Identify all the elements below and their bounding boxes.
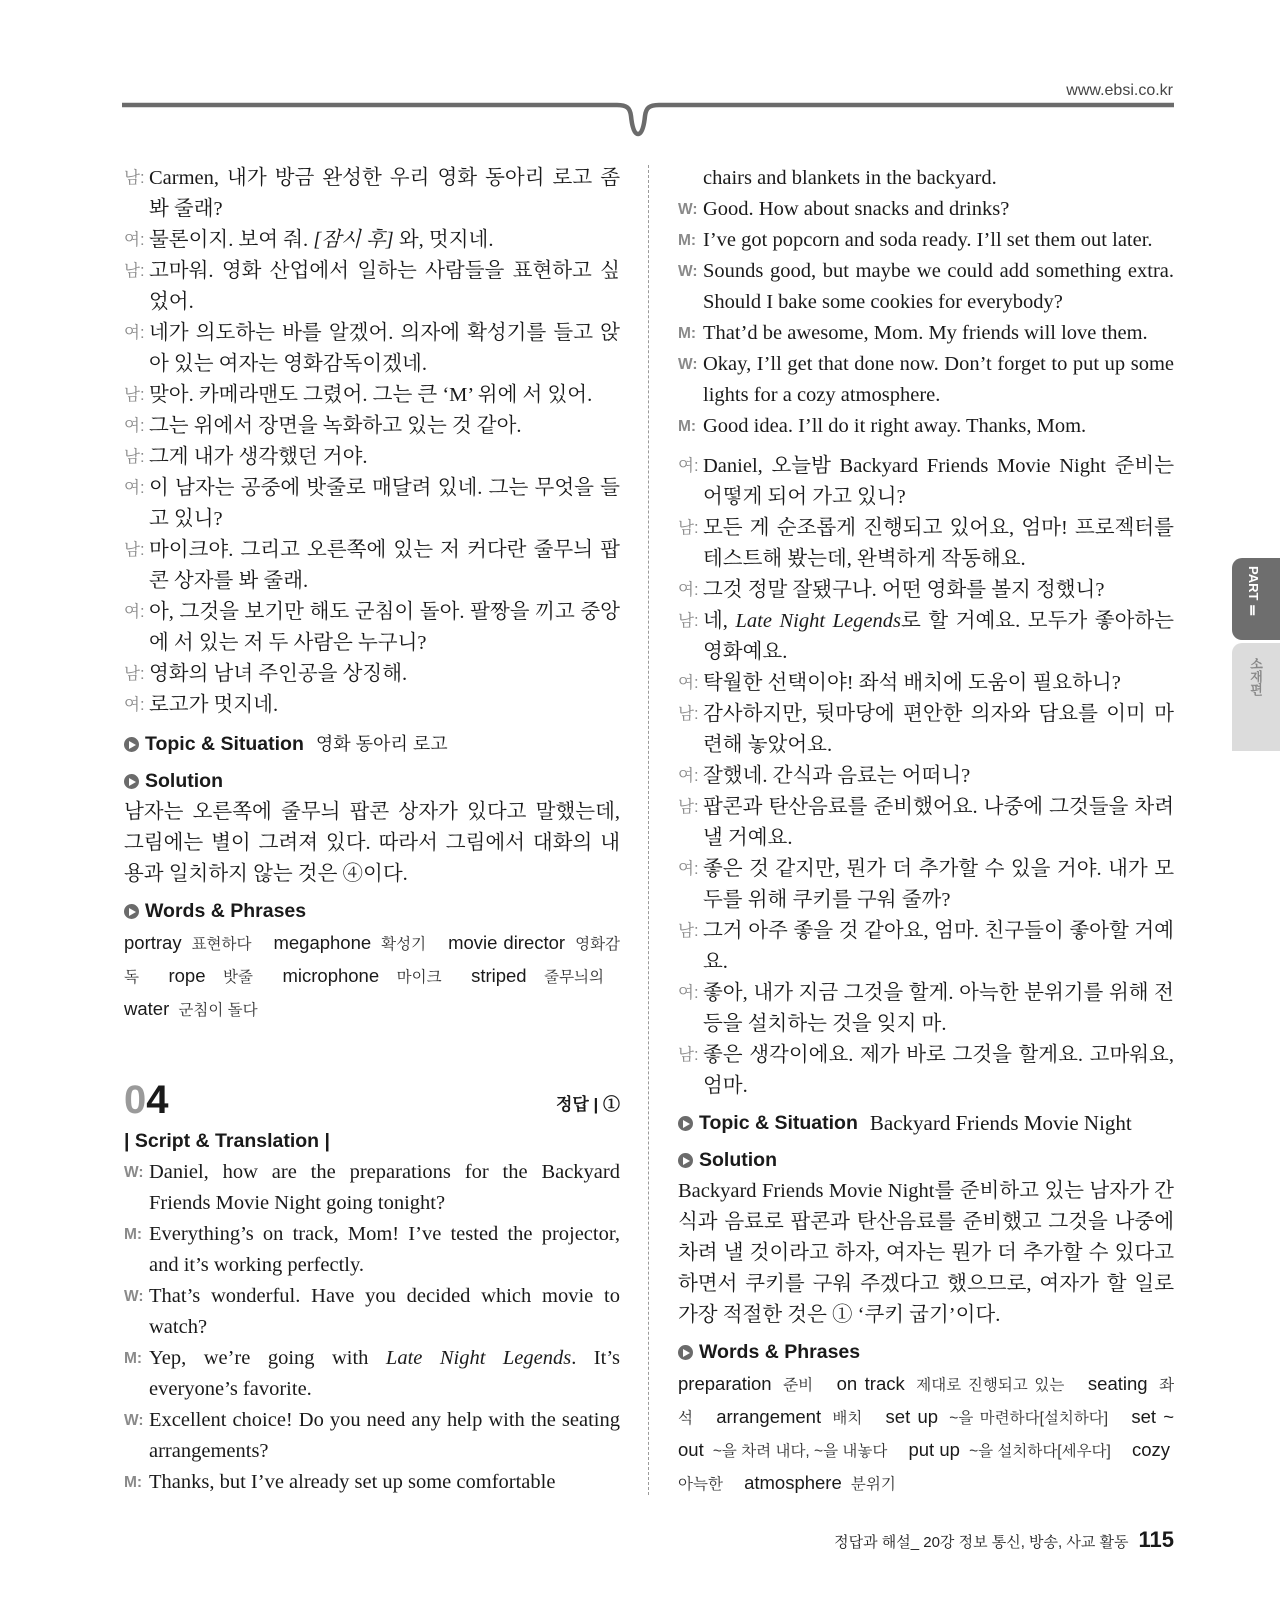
word-term: put up: [908, 1439, 960, 1460]
line-text: [149, 442, 620, 473]
speaker-label: 남:: [124, 448, 145, 466]
text-segment: 맞아. 카메라맨도 그렸어. 그는 큰 ‘M’ 위에 서 있어.: [149, 384, 593, 406]
dialogue-line: [678, 668, 1174, 699]
word-meaning: ~을 마련하다[설치하다]: [949, 1410, 1109, 1427]
dialogue-line: [124, 1219, 620, 1281]
word-term: arrangement: [716, 1406, 822, 1427]
korean-dialogue: [124, 163, 620, 721]
site-url: www.ebsi.co.kr: [1066, 82, 1173, 99]
words-label: Words & Phrases: [145, 900, 307, 922]
word-term: microphone: [282, 965, 380, 986]
word-meaning: 확성기: [381, 936, 427, 953]
side-tab-part[interactable]: [1232, 558, 1280, 640]
line-text: [149, 256, 620, 318]
dialogue-line: [124, 318, 620, 380]
line-text: [149, 1219, 620, 1281]
speaker-label: 여:: [678, 674, 699, 692]
word-meaning: 제대로 진행되고 있는: [916, 1377, 1065, 1394]
text-segment: Everything’s on track, Mom! I’ve tested the projector, and it’s working perfectly.: [149, 1223, 620, 1276]
question-number-prefix: 0: [124, 1078, 147, 1122]
words-list: [678, 1368, 1174, 1500]
dialogue-line: [678, 256, 1174, 318]
dialogue-line: [124, 473, 620, 535]
solution-label: Solution: [699, 1149, 777, 1171]
dialogue-line: [678, 978, 1174, 1040]
line-text: [703, 194, 1174, 225]
italic-title: Late Night Legends: [735, 610, 901, 632]
word-meaning: 표현하다: [191, 936, 252, 953]
text-segment: 네가 의도하는 바를 알겠어. 의자에 확성기를 들고 앉아 있는 여자는 영화감독이겠네.: [149, 322, 620, 375]
speaker-label: 여:: [124, 324, 145, 342]
dialogue-line: [124, 256, 620, 318]
dialogue-line: [678, 854, 1174, 916]
word-meaning: 줄무늬의: [544, 969, 604, 986]
line-text: [149, 659, 620, 690]
dialogue-line: [124, 535, 620, 597]
word-term: set ~ out: [678, 1406, 1175, 1460]
text-segment: 고마워. 영화 산업에서 일하는 사람들을 표현하고 싶었어.: [149, 260, 620, 313]
dialogue-line: [124, 1281, 620, 1343]
line-text: [703, 606, 1174, 668]
word-meaning: 마이크: [396, 969, 442, 986]
word-meaning: 아늑한: [678, 1476, 723, 1493]
dialogue-line: [678, 761, 1174, 792]
topic-heading: [678, 1108, 1174, 1139]
play-bullet-icon: [678, 1345, 693, 1360]
speaker-label: 여:: [124, 603, 145, 621]
speaker-label: 여:: [124, 479, 145, 497]
speaker-label: 여:: [124, 417, 145, 435]
dialogue-line: [124, 380, 620, 411]
speaker-label: 여:: [678, 767, 699, 785]
words-list: [124, 927, 620, 1026]
text-segment: 모든 게 순조롭게 진행되고 있어요, 엄마! 프로젝터를 테스트해 봤는데, 완벽하게 작동해요.: [703, 517, 1174, 570]
topic-value: 영화 동아리 로고: [315, 734, 448, 754]
text-segment: Sounds good, but maybe we could add something extra. Should I bake some cookies for everybody?: [703, 260, 1174, 313]
line-text: [703, 256, 1174, 318]
dialogue-line: [678, 194, 1174, 225]
text-segment: Okay, I’ll get that done now. Don’t forget to put up some lights for a cozy atmosphere.: [703, 353, 1174, 406]
line-text: [703, 978, 1174, 1040]
dialogue-line: [678, 699, 1174, 761]
text-segment: Daniel, how are the preparations for the Backyard Friends Movie Night going tonight?: [149, 1161, 620, 1214]
word-meaning: 밧줄: [223, 969, 253, 986]
line-text: [703, 761, 1174, 792]
speaker-label: W:: [124, 1288, 144, 1305]
dialogue-line: [678, 792, 1174, 854]
side-tab-part-label: PART Ⅱ: [1246, 566, 1261, 620]
line-text: [703, 854, 1174, 916]
line-text: [149, 163, 620, 225]
word-meaning: 배치: [832, 1410, 863, 1427]
dialogue-line: [678, 318, 1174, 349]
text-segment: 물론이지. 보여 줘.: [149, 229, 314, 251]
text-segment: 네,: [703, 610, 736, 632]
play-bullet-icon: [124, 774, 139, 789]
text-segment: 팝콘과 탄산음료를 준비했어요. 나중에 그것들을 차려 낼 거예요.: [703, 796, 1174, 849]
line-text: [149, 225, 620, 256]
speaker-label: 남:: [678, 1046, 699, 1064]
speaker-label: W:: [678, 201, 698, 218]
header-rule: [122, 100, 1174, 142]
line-text: [149, 1281, 620, 1343]
text-segment: 잘했네. 간식과 음료는 어떠니?: [703, 765, 971, 787]
dialogue-line: [678, 513, 1174, 575]
word-term: seating: [1087, 1373, 1148, 1394]
column-divider: [648, 165, 649, 1495]
english-script: [124, 1157, 620, 1498]
topic-label: Topic & Situation: [145, 733, 304, 755]
dialogue-line: [124, 163, 620, 225]
dialogue-line: [678, 1040, 1174, 1102]
dialogue-line: [124, 1157, 620, 1219]
text-segment: 감사하지만, 뒷마당에 편안한 의자와 담요를 이미 마련해 놓았어요.: [703, 703, 1174, 756]
speaker-label: 남:: [678, 705, 699, 723]
left-script-column: [124, 1126, 620, 1498]
word-meaning: 분위기: [850, 1476, 896, 1493]
speaker-label: 남:: [678, 519, 699, 537]
line-text: [703, 668, 1174, 699]
text-segment: 탁월한 선택이야! 좌석 배치에 도움이 필요하니?: [703, 672, 1121, 694]
dialogue-line: [124, 1467, 620, 1498]
text-segment: 영화의 남녀 주인공을 상징해.: [149, 663, 408, 685]
line-text: [703, 225, 1174, 256]
text-segment: Yep, we’re going with: [149, 1347, 386, 1369]
speaker-label: M:: [124, 1474, 143, 1491]
speaker-label: 여:: [678, 860, 699, 878]
play-bullet-icon: [678, 1116, 693, 1131]
text-segment: chairs and blankets in the backyard.: [703, 167, 997, 189]
text-segment: 와, 멋지네.: [393, 229, 494, 251]
dialogue-line: [678, 916, 1174, 978]
speaker-label: 남:: [124, 541, 145, 559]
play-bullet-icon: [124, 904, 139, 919]
text-segment: 그게 내가 생각했던 거야.: [149, 446, 368, 468]
solution-label: Solution: [145, 770, 223, 792]
side-tab-section[interactable]: [1232, 643, 1280, 751]
word-term: rope: [168, 965, 206, 986]
line-text: [703, 1040, 1174, 1102]
text-segment: 아, 그것을 보기만 해도 군침이 돌아. 팔짱을 끼고 중앙에 서 있는 저 두 사람은 누구니?: [149, 601, 620, 654]
dialogue-line: [124, 1343, 620, 1405]
text-segment: 이 남자는 공중에 밧줄로 매달려 있네. 그는 무엇을 들고 있니?: [149, 477, 620, 530]
speaker-label: W:: [124, 1164, 144, 1181]
line-text: [703, 792, 1174, 854]
text-segment: I’ve got popcorn and soda ready. I’ll set them out later.: [703, 229, 1153, 251]
answer-label: 정답 | ①: [555, 1095, 620, 1114]
text-segment: 로 할 거예요. 모두가 좋아하는 영화예요.: [703, 610, 1174, 663]
line-text: [703, 411, 1174, 442]
word-term: movie director: [448, 932, 566, 953]
word-meaning: 좌석: [678, 1377, 1175, 1427]
line-text: [703, 451, 1174, 513]
line-text: [149, 535, 620, 597]
line-text: [149, 1157, 620, 1219]
text-segment: 그는 위에서 장면을 녹화하고 있는 것 같아.: [149, 415, 522, 437]
speaker-label: 남:: [124, 665, 145, 683]
word-term: portray: [124, 932, 182, 953]
text-segment: Good. How about snacks and drinks?: [703, 198, 1010, 220]
korean-translation: [678, 451, 1174, 1102]
text-segment: 좋은 것 같지만, 뭔가 더 추가할 수 있을 거야. 내가 모두를 위해 쿠키를 구워 줄까?: [703, 858, 1174, 911]
speaker-label: 여:: [678, 984, 699, 1002]
word-meaning: 준비: [783, 1377, 814, 1394]
page-footer: [834, 1527, 1174, 1553]
left-column: [124, 163, 620, 1026]
speaker-label: 남:: [678, 612, 699, 630]
speaker-label: [678, 163, 703, 194]
solution-text: 남자는 오른쪽에 줄무늬 팝콘 상자가 있다고 말했는데, 그림에는 별이 그려져 있다. 따라서 그림에서 대화의 내용과 일치하지 않는 것은 ④이다.: [124, 801, 620, 885]
text-segment: Excellent choice! Do you need any help with the seating arrangements?: [149, 1409, 620, 1462]
line-text: [703, 163, 1174, 194]
line-text: [149, 318, 620, 380]
speaker-label: 남:: [678, 922, 699, 940]
speaker-label: 남:: [124, 386, 145, 404]
speaker-label: W:: [124, 1412, 144, 1429]
topic-label: Topic & Situation: [699, 1112, 858, 1134]
line-text: [149, 1343, 620, 1405]
word-meaning: 군침이 돌다: [178, 1002, 258, 1019]
speaker-label: M:: [678, 325, 697, 342]
line-text: [149, 380, 620, 411]
footer-chapter: 정답과 해설_ 20강 정보 통신, 방송, 사교 활동: [834, 1534, 1129, 1551]
dialogue-line: [678, 451, 1174, 513]
line-text: [149, 1467, 620, 1498]
line-text: [149, 473, 620, 535]
text-segment: That’d be awesome, Mom. My friends will love them.: [703, 322, 1148, 344]
play-bullet-icon: [124, 737, 139, 752]
text-segment: 좋은 생각이에요. 제가 바로 그것을 할게요. 고마워요, 엄마.: [703, 1044, 1174, 1097]
word-term: striped: [471, 965, 527, 986]
line-text: [703, 513, 1174, 575]
play-bullet-icon: [678, 1153, 693, 1168]
speaker-label: 여:: [124, 696, 145, 714]
dialogue-line: [678, 606, 1174, 668]
page-number: 115: [1138, 1527, 1174, 1552]
text-segment: 로고가 멋지네.: [149, 694, 279, 716]
solution-heading: [124, 766, 620, 797]
word-term: on track: [836, 1373, 905, 1394]
speaker-label: M:: [678, 232, 697, 249]
word-meaning: 영화감독: [124, 936, 621, 986]
word-term: atmosphere: [744, 1472, 842, 1493]
line-text: [703, 318, 1174, 349]
dialogue-line: [124, 597, 620, 659]
dialogue-line: [678, 349, 1174, 411]
words-label: Words & Phrases: [699, 1341, 861, 1363]
text-segment: That’s wonderful. Have you decided which movie to watch?: [149, 1285, 620, 1338]
solution-heading: [678, 1145, 1174, 1176]
text-segment: Carmen, 내가 방금 완성한 우리 영화 동아리 로고 좀 봐 줄래?: [149, 167, 620, 220]
topic-value: Backyard Friends Movie Night: [869, 1111, 1132, 1135]
question-number-suffix: 4: [146, 1078, 169, 1122]
topic-heading: [124, 729, 620, 760]
line-text: [703, 699, 1174, 761]
word-term: megaphone: [273, 932, 372, 953]
line-text: [149, 1405, 620, 1467]
words-heading: [124, 896, 620, 927]
word-term: cozy: [1131, 1439, 1171, 1460]
speaker-label: 남:: [678, 798, 699, 816]
words-heading: [678, 1337, 1174, 1368]
right-column: [678, 163, 1174, 1500]
side-tab-section-label: 소재편: [1248, 657, 1263, 696]
word-term: preparation: [678, 1373, 772, 1394]
dialogue-line: [124, 1405, 620, 1467]
speaker-label: 남:: [124, 262, 145, 280]
speaker-label: M:: [124, 1350, 143, 1367]
dialogue-line: [678, 411, 1174, 442]
solution-text: Backyard Friends Movie Night를 준비하고 있는 남자가 간식과 음료로 팝콘과 탄산음료를 준비했고 그것을 나중에 차려 낼 것이라고 하자, 여자는 뭔가 더 추가할 수 있다고 하면서 쿠키를 구워 주겠다고 했으므로, 여자가 할 일로 가장 적절한 것은 ① ‘쿠키 굽기’이다.: [678, 1180, 1174, 1326]
script-heading: | Script & Translation |: [124, 1130, 330, 1152]
text-segment: 그거 아주 좋을 것 같아요, 엄마. 친구들이 좋아할 거예요.: [703, 920, 1174, 973]
speaker-label: W:: [678, 356, 698, 373]
dialogue-line: [678, 163, 1174, 194]
speaker-label: 남:: [124, 169, 145, 187]
line-text: [149, 597, 620, 659]
dialogue-line: [678, 575, 1174, 606]
text-segment: . It’s everyone’s favorite.: [149, 1347, 620, 1400]
dialogue-line: [124, 442, 620, 473]
line-text: [703, 575, 1174, 606]
line-text: [149, 411, 620, 442]
italic-title: Late Night Legends: [385, 1347, 572, 1369]
text-segment: 마이크야. 그리고 오른쪽에 있는 저 커다란 줄무늬 팝콘 상자를 봐 줄래.: [149, 539, 620, 592]
speaker-label: W:: [678, 263, 698, 280]
speaker-label: M:: [124, 1226, 143, 1243]
speaker-label: 여:: [678, 581, 699, 599]
text-segment: Thanks, but I’ve already set up some comfortable: [149, 1471, 556, 1493]
word-term: water: [124, 998, 170, 1019]
word-meaning: ~을 차려 내다, ~을 내놓다: [712, 1443, 888, 1460]
line-text: [703, 349, 1174, 411]
question-number: [124, 1078, 169, 1123]
dialogue-line: [124, 225, 620, 256]
text-segment: Daniel, 오늘밤 Backyard Friends Movie Night 준비는 어떻게 되어 가고 있니?: [703, 455, 1174, 508]
dialogue-line: [124, 659, 620, 690]
dialogue-line: [678, 225, 1174, 256]
speaker-label: 여:: [124, 231, 145, 249]
line-text: [149, 690, 620, 721]
line-text: [703, 916, 1174, 978]
text-segment: 그것 정말 잘됐구나. 어떤 영화를 볼지 정했니?: [703, 579, 1105, 601]
italic-title: [잠시 후]: [313, 229, 394, 251]
text-segment: 좋아, 내가 지금 그것을 할게. 아늑한 분위기를 위해 전등을 설치하는 것을 잊지 마.: [703, 982, 1174, 1035]
dialogue-line: [124, 690, 620, 721]
speaker-label: 여:: [678, 457, 699, 475]
speaker-label: M:: [678, 418, 697, 435]
word-meaning: ~을 설치하다[세우다]: [969, 1443, 1111, 1460]
text-segment: Good idea. I’ll do it right away. Thanks, Mom.: [703, 415, 1087, 437]
word-term: set up: [885, 1406, 939, 1427]
dialogue-line: [124, 411, 620, 442]
english-script-continued: [678, 163, 1174, 442]
